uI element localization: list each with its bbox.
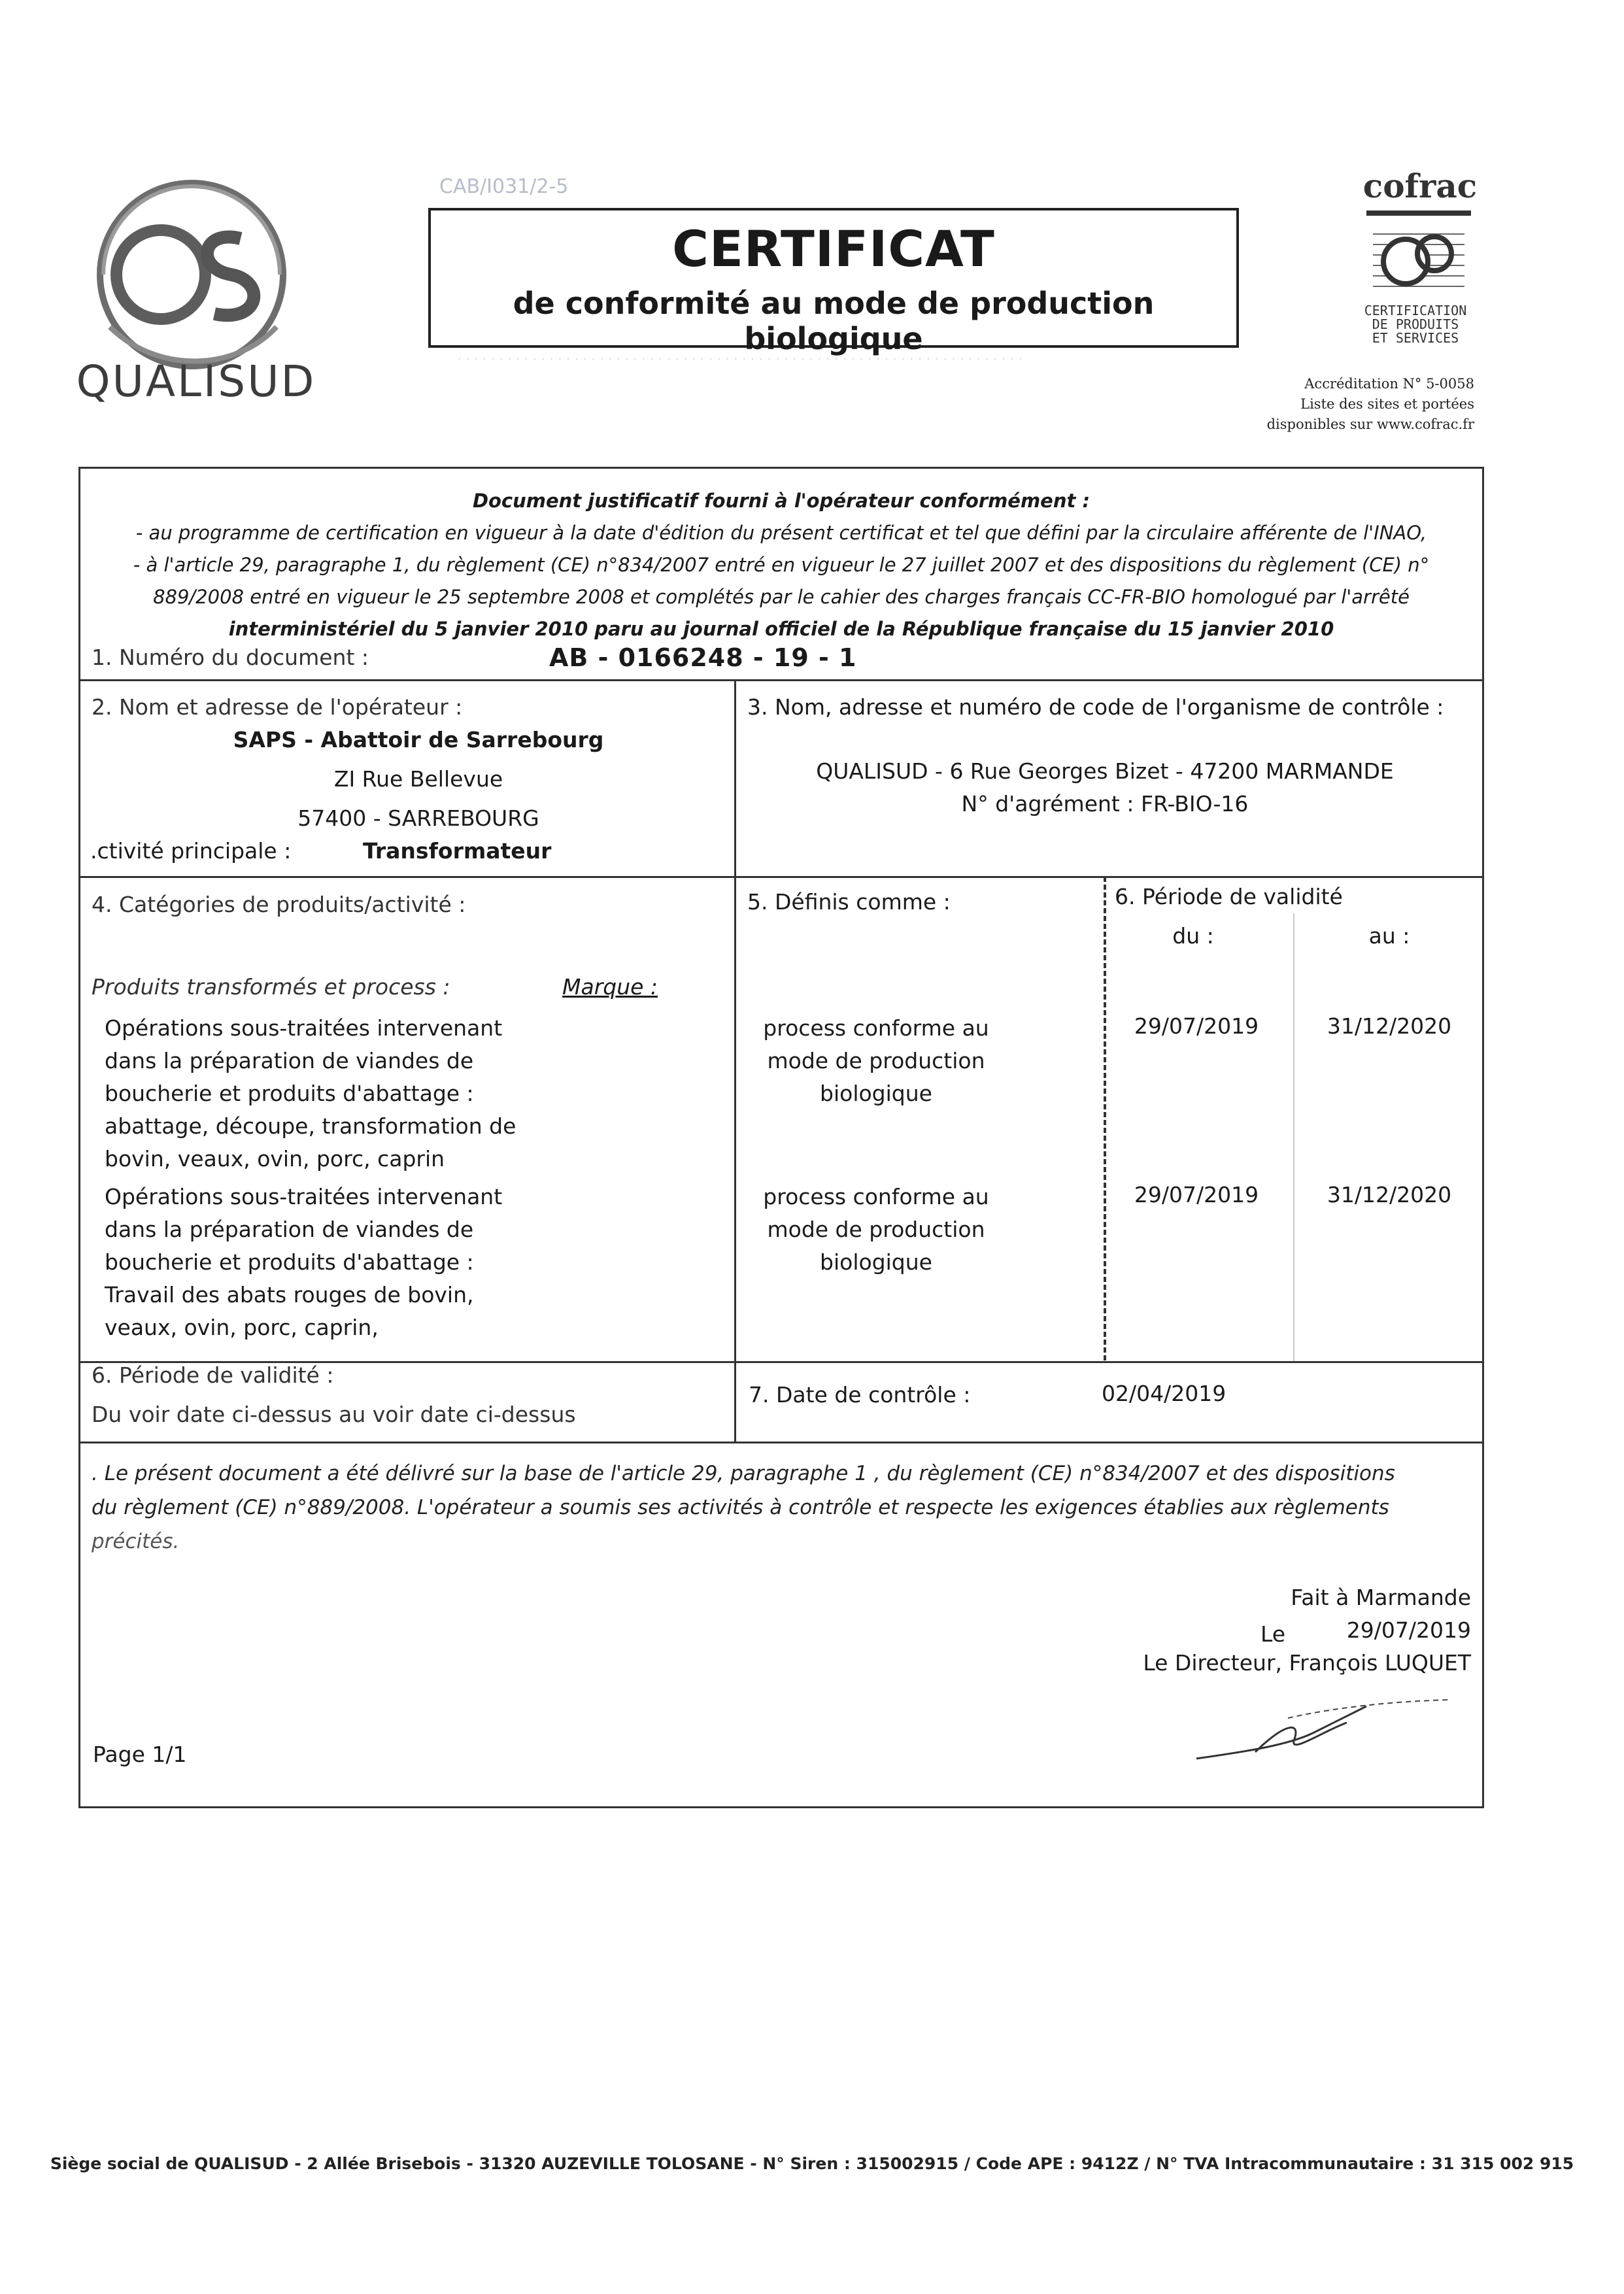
statement-line: . Le présent document a été délivré sur la base de l'article 29, paragraphe 1 , du règlement (CE) n°834/2007 et des dispositions (92, 1462, 1395, 1485)
validity-from-label: du : (1172, 923, 1214, 949)
brand-name: QUALISUD (76, 356, 316, 407)
accreditation-line: Accréditation N° 5-0058 (1304, 376, 1474, 392)
defined-as-value: process conforme au mode de production biologique (763, 1015, 989, 1106)
brand-label: Marque : (562, 974, 658, 1000)
document-reference: CAB/I031/2-5 (439, 175, 569, 198)
handwritten-signature-icon (1190, 1687, 1464, 1772)
faded-notice: · · · · · · · · · · · · · · · · · · · · · · · · · · · · · · · · · · · · · · · · · · · · · · · · · · · · · · · · · · · · · · · · · · · · (458, 353, 1023, 366)
valid-to-date: 31/12/2020 (1327, 1182, 1452, 1207)
product-description: Opérations sous-traitées intervenant dans la préparation de viandes de boucherie et produits d'abattage : abattage, découpe, transformation de bovin, veaux, ovin, porc, caprin (105, 1015, 516, 1172)
page-number: Page 1/1 (93, 1742, 187, 1767)
control-body-address: QUALISUD - 6 Rue Georges Bizet - 47200 MARMANDE (816, 758, 1394, 784)
divider (80, 679, 1482, 681)
document-number-label: 1. Numéro du document : (92, 645, 369, 670)
operator-address-city: 57400 - SARREBOURG (297, 805, 539, 831)
accreditation-line: Liste des sites et portées (1300, 396, 1474, 412)
intro-line: interministériel du 5 janvier 2010 paru au journal officiel de la République française du 15 janvier 2010 (228, 618, 1334, 640)
activity-value: Transformateur (363, 838, 552, 864)
control-date-label: 7. Date de contrôle : (749, 1382, 971, 1408)
defined-as-label: 5. Définis comme : (747, 889, 951, 915)
intro-line: - à l'article 29, paragraphe 1, du règlement (CE) n°834/2007 entré en vigueur le 27 juillet 2007 et des dispositions du règlement (CE) n° (133, 554, 1430, 576)
accreditation-line: disponibles sur www.cofrac.fr (1266, 416, 1474, 432)
valid-to-date: 31/12/2020 (1327, 1013, 1452, 1039)
statement (92, 1457, 1464, 1559)
validity-value: Du voir date ci-dessus au voir date ci-dessus (92, 1402, 576, 1427)
valid-from-date: 29/07/2019 (1134, 1013, 1259, 1039)
operator-address-street: ZI Rue Bellevue (333, 766, 503, 792)
activity-label: .ctivité principale : (90, 838, 292, 864)
intro-heading: Document justificatif fourni à l'opérateur conformément : (472, 490, 1091, 512)
signature-date-prefix: Le (1260, 1621, 1286, 1647)
statement-line: précités. (92, 1530, 180, 1553)
valid-from-date: 29/07/2019 (1134, 1182, 1259, 1207)
intro-line: 889/2008 entré en vigueur le 25 septembre 2008 et complétés par le cahier des charges français CC-FR-BIO homologué par l'arrêté (153, 586, 1410, 608)
control-body-label: 3. Nom, adresse et numéro de code de l'organisme de contrôle : (747, 694, 1444, 720)
thin-divider (1293, 913, 1294, 1361)
cofrac-line: CERTIFICATION (1364, 303, 1467, 318)
categories-subheading: Produits transformés et process : (92, 974, 450, 1000)
footer: Siège social de QUALISUD - 2 Allée Brisebois - 31320 AUZEVILLE TOLOSANE - N° Siren : 315002915 / Code APE : 9412Z / N° TVA Intracommunautaire : 31 315 002 915 (50, 2154, 1574, 2173)
operator-name: SAPS - Abattoir de Sarrebourg (233, 727, 604, 752)
product-description: Opérations sous-traitées intervenant dans la préparation de viandes de boucherie et produits d'abattage : Travail des abats rouges de bovin, veaux, ovin, porc, caprin, (105, 1184, 503, 1340)
validity-label: 6. Période de validité : (92, 1362, 334, 1388)
cofrac-mark-icon (1366, 208, 1471, 299)
validity-to-label: au : (1368, 923, 1410, 949)
page-title: CERTIFICAT (672, 220, 995, 278)
page-subtitle: de conformité au mode de production biologique (513, 286, 1155, 356)
divider (80, 1442, 1482, 1443)
divider (80, 876, 1482, 878)
signer-name: Le Directeur, François LUQUET (1143, 1650, 1471, 1676)
control-body-agreement: N° d'agrément : FR-BIO-16 (961, 791, 1249, 817)
categories-label: 4. Catégories de produits/activité : (92, 892, 466, 917)
cofrac-caption (1360, 304, 1471, 345)
title-box (428, 208, 1239, 356)
signature-place: Fait à Marmande (1291, 1585, 1471, 1610)
intro-line: - au programme de certification en vigueur à la date d'édition du présent certificat et tel que défini par la circulaire afférente de l'INAO, (135, 522, 1427, 544)
column-divider (734, 679, 736, 1442)
document-number-value: AB - 0166248 - 19 - 1 (549, 643, 857, 672)
accreditation-info (1229, 374, 1474, 435)
validity-period-label: 6. Période de validité (1115, 884, 1343, 909)
cofrac-logo: cofrac (1362, 167, 1478, 205)
signature-date: 29/07/2019 (1346, 1617, 1471, 1643)
control-date-value: 02/04/2019 (1102, 1381, 1226, 1406)
cofrac-line: ET SERVICES (1372, 330, 1459, 346)
cofrac-line: DE PRODUITS (1372, 316, 1459, 332)
statement-line: du règlement (CE) n°889/2008. L'opérateur a soumis ses activités à contrôle et respecte les exigences établies aux règlements (92, 1496, 1389, 1519)
operator-label: 2. Nom et adresse de l'opérateur : (92, 694, 463, 720)
defined-as-value: process conforme au mode de production biologique (763, 1184, 989, 1275)
intro-text (85, 485, 1478, 645)
